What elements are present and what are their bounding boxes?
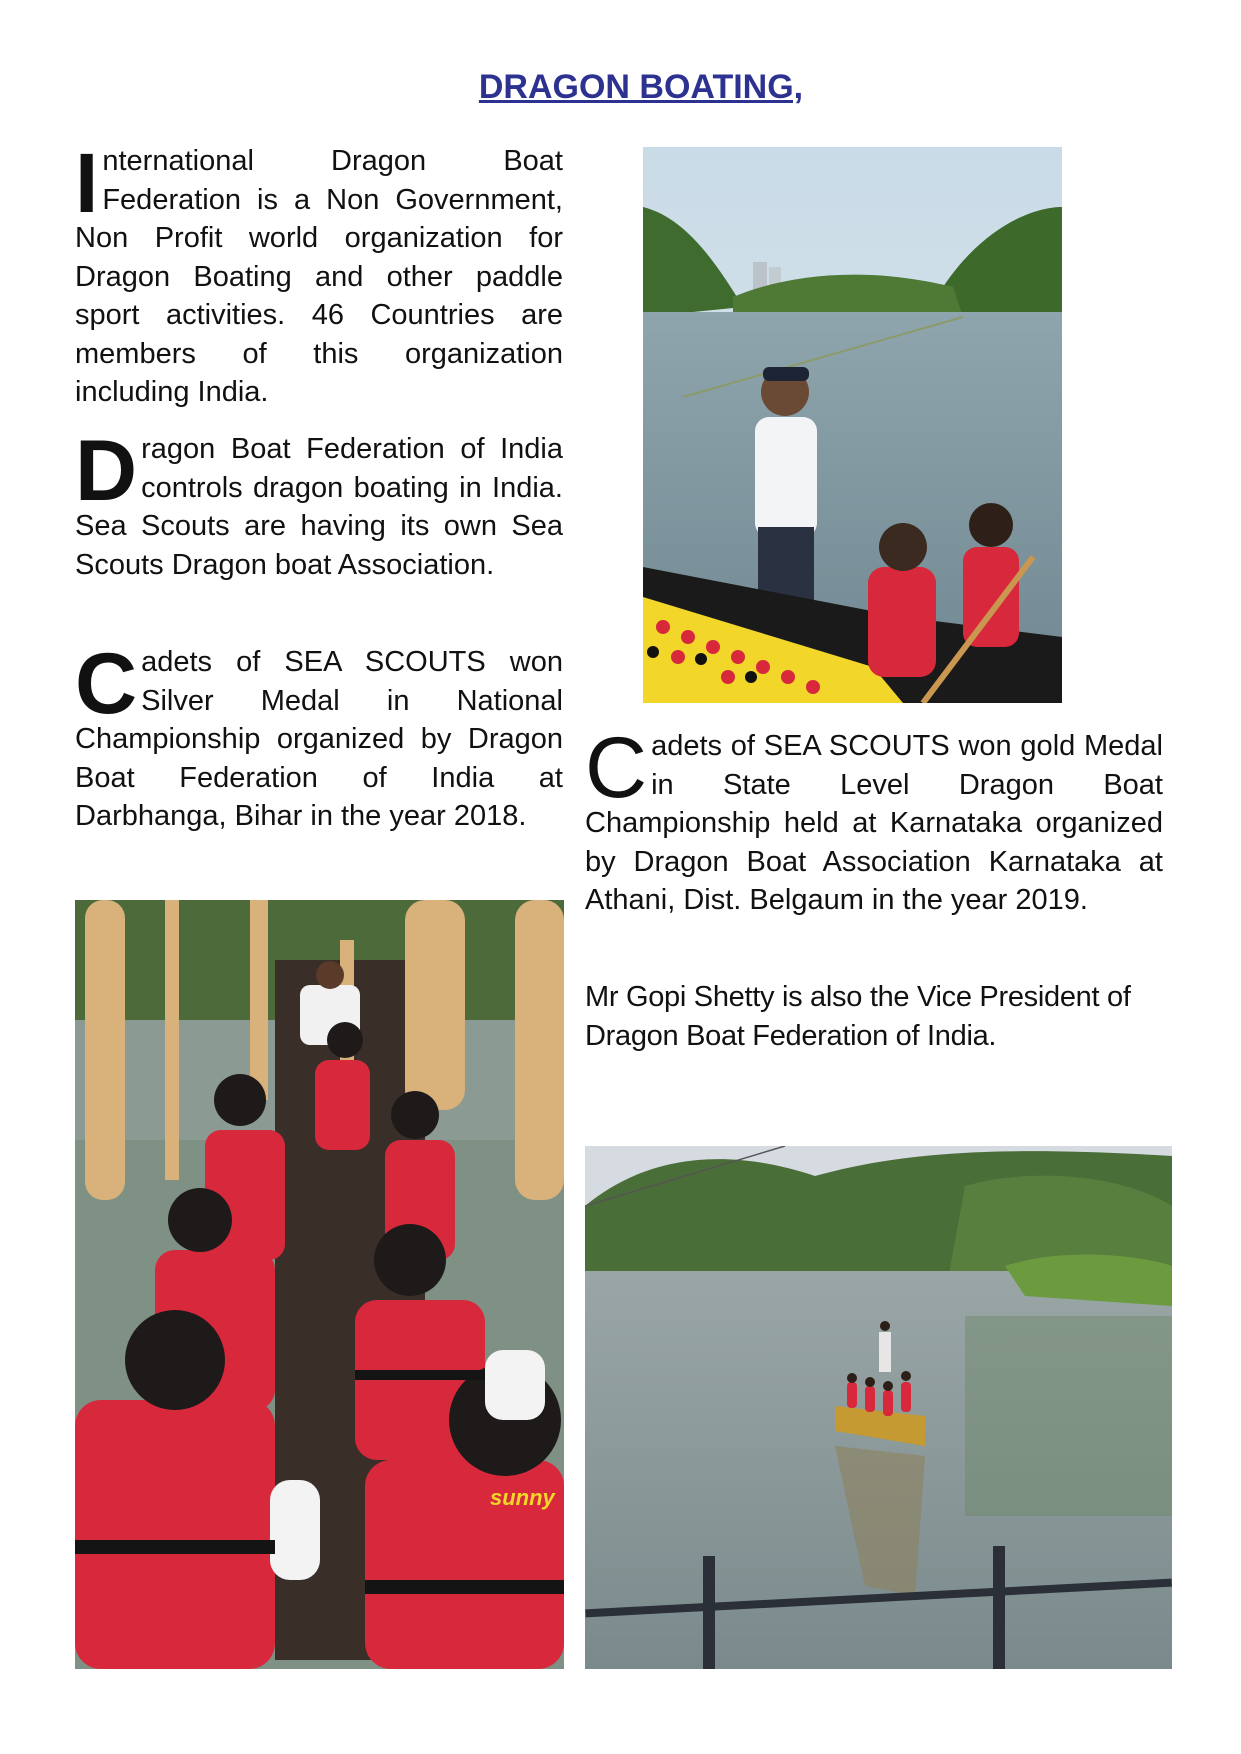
photo-instructor-boat [643, 147, 1062, 703]
vice-president-paragraph [585, 978, 1163, 1055]
paragraph-text: nternational Dragon Boat Federation is a Non Government, Non Profit world organization for Dragon Boating and other paddle sport activities. 46 Countries are members of this organization including India. [75, 145, 563, 408]
photo-boat-on-river [585, 1146, 1172, 1669]
photo-cadets-paddling [75, 900, 564, 1669]
paragraph-text: adets of SEA SCOUTS won gold Medal in State Level Dragon Boat Championship held at Karnataka organized by Dragon Boat Association Karnataka at Athani, Dist. Belgaum in the year 2019. [585, 730, 1163, 916]
silver-medal-paragraph [75, 636, 563, 836]
paragraph-text: ragon Boat Federation of India controls dragon boating in India. Sea Scouts are having its own Sea Scouts Dragon boat Association. [75, 433, 563, 581]
paragraph-text: Mr Gopi Shetty is also the Vice President of Dragon Boat Federation of India. [585, 981, 1131, 1052]
paragraph-text: adets of SEA SCOUTS won Silver Medal in National Championship organized by Dragon Boat Federation of India at Darbhanga, Bihar in the year 2018. [75, 646, 563, 832]
dropcap-letter: C [585, 720, 648, 816]
dropcap-letter: I [75, 136, 99, 230]
federation-paragraph [75, 423, 563, 584]
jacket-brand-text: sunny [490, 1485, 555, 1510]
gold-medal-paragraph [585, 720, 1163, 920]
dropcap-letter: C [75, 636, 138, 732]
dropcap-letter: D [75, 423, 138, 519]
page-title: DRAGON BOATING, [478, 68, 804, 106]
intro-paragraph [75, 136, 563, 412]
